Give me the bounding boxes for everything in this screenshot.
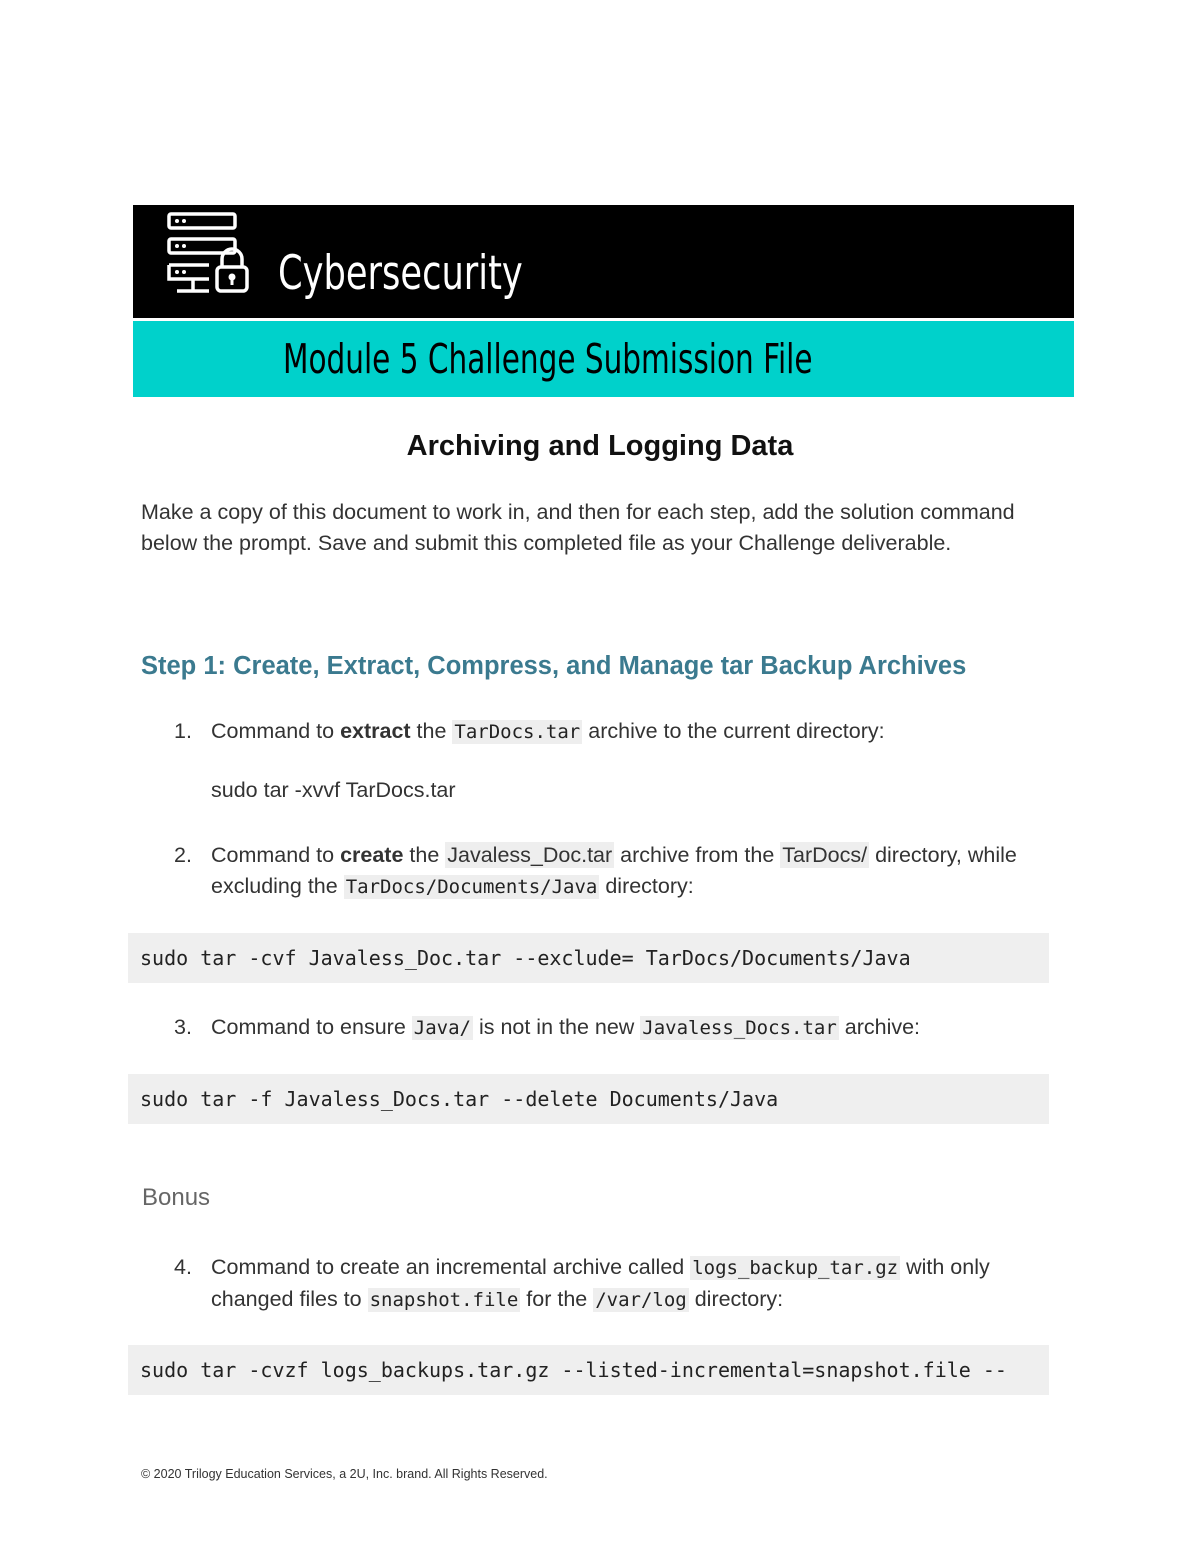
inline-code: snapshot.file [369, 1289, 519, 1311]
item-text: archive to the current directory: [582, 719, 885, 743]
list-item-1 [174, 716, 1054, 748]
item-text: archive: [838, 1015, 921, 1039]
item-number: 4. [174, 1255, 192, 1279]
list-item-4 [174, 1252, 1054, 1316]
step1-heading: Step 1: Create, Extract, Compress, and Manage tar Backup Archives [141, 652, 967, 680]
inline-code: /var/log [595, 1289, 687, 1311]
list-item-3 [174, 1012, 1054, 1044]
item-text: directory: [599, 874, 694, 898]
item-number: 1. [174, 719, 192, 743]
item-text: is not in the new [472, 1015, 641, 1039]
inline-highlight: TarDocs/ [782, 843, 868, 867]
server-lock-icon [163, 211, 253, 299]
list-item-2 [174, 840, 1054, 903]
module-title: Module 5 Challenge Submission File [283, 335, 813, 383]
item-text: directory, while excluding the [211, 843, 1017, 898]
answer-3-codeblock: sudo tar -f Javaless_Docs.tar --delete Documents/Java [128, 1074, 1049, 1124]
item-number: 3. [174, 1015, 192, 1039]
item-text: the [410, 719, 453, 743]
bonus-heading: Bonus [142, 1184, 211, 1211]
item-text: Command to [211, 843, 341, 867]
item-bold: extract [340, 719, 411, 743]
item-text: the [403, 843, 446, 867]
answer-2-codeblock: sudo tar -cvf Javaless_Doc.tar --exclude= TarDocs/Documents/Java [128, 933, 1049, 983]
intro-paragraph: Make a copy of this document to work in, and then for each step, add the solution command below the prompt. Save and submit this completed file as your Challenge deliverable. [141, 500, 1015, 555]
inline-code: TarDocs.tar [454, 721, 581, 743]
inline-code: logs_backup_tar.gz [692, 1257, 899, 1279]
copyright-footer: © 2020 Trilogy Education Services, a 2U, Inc. brand. All Rights Reserved. [141, 1467, 548, 1481]
item-text: Command to [211, 719, 341, 743]
answer-1: sudo tar -xvvf TarDocs.tar [211, 778, 456, 802]
item-text: Command to ensure [211, 1015, 412, 1039]
item-text: directory: [688, 1287, 784, 1311]
brand-name: Cybersecurity [278, 246, 523, 301]
header-banner [133, 205, 1074, 318]
item-number: 2. [174, 843, 192, 867]
page-title: Archiving and Logging Data [406, 430, 794, 462]
answer-4-codeblock: sudo tar -cvzf logs_backups.tar.gz --listed-incremental=snapshot.file -- [128, 1345, 1049, 1395]
item-text: archive from the [614, 843, 781, 867]
inline-highlight: Javaless_Doc.tar [447, 843, 613, 867]
inline-code: Javaless_Docs.tar [642, 1017, 837, 1039]
inline-code: TarDocs/Documents/Java [345, 876, 598, 898]
item-text: with only changed files to [211, 1255, 990, 1311]
item-bold: create [340, 843, 404, 867]
item-text: Command to create an incremental archive called [211, 1255, 691, 1279]
item-text: for the [520, 1287, 594, 1311]
inline-code: Java/ [413, 1017, 471, 1039]
